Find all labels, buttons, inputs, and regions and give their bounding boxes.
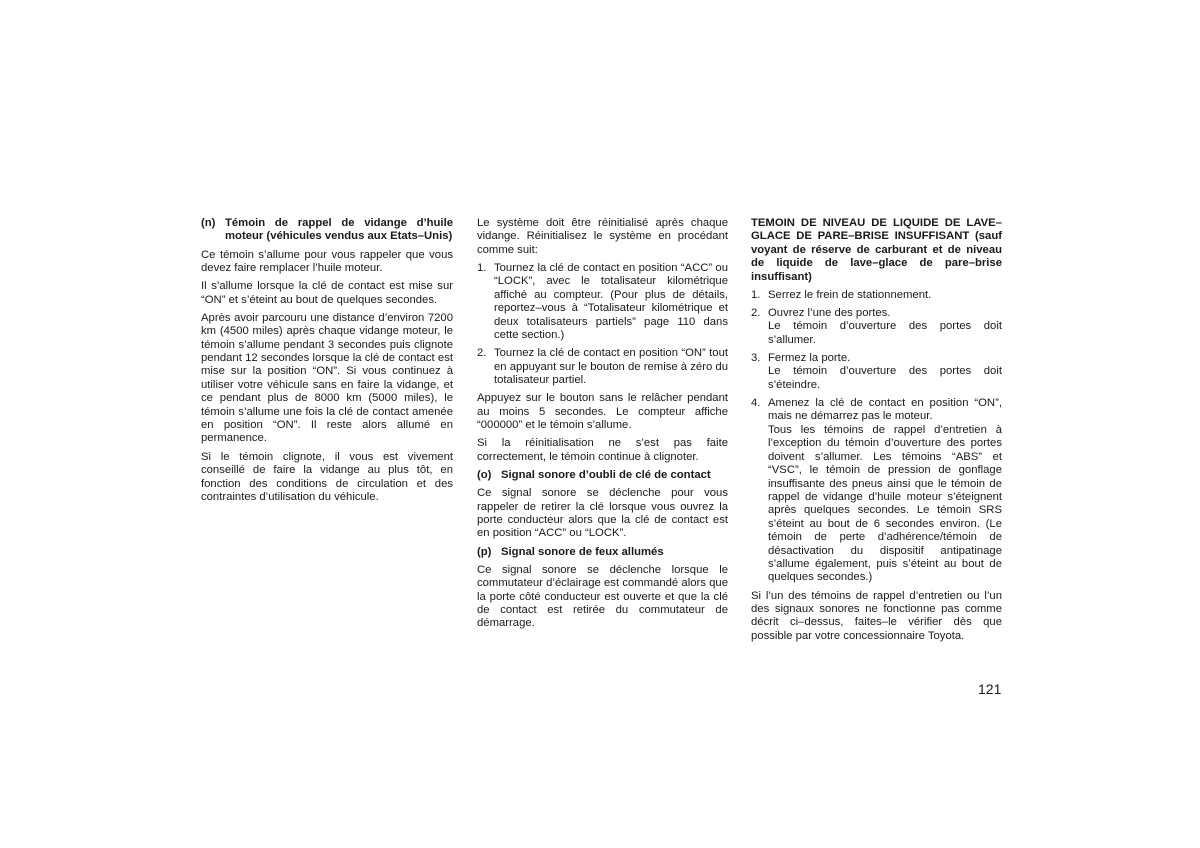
step-text <box>768 397 1002 585</box>
list-item <box>751 352 1002 392</box>
column-middle <box>477 217 728 636</box>
page-number: 121 <box>978 681 1002 697</box>
paragraph: Si la réinitialisation ne s’est pas faite correctement, le témoin continue à clignoter. <box>477 437 728 463</box>
step-number: 1. <box>477 262 487 275</box>
section-title: Signal sonore de feux allumés <box>501 545 664 558</box>
column-left <box>201 217 453 509</box>
step-text <box>768 352 1002 392</box>
list-item <box>477 262 728 342</box>
step-instruction: Fermez la porte. <box>768 352 851 365</box>
section-heading-p <box>477 546 728 559</box>
step-instruction: Amenez la clé de contact en position “ON”, mais ne démarrez pas le moteur. <box>768 397 1002 423</box>
list-item <box>477 347 728 387</box>
step-text: Tournez la clé de contact en position “ACC” ou “LOCK”, avec le totalisateur kilométrique affiché au compteur. (Pour plus de détails, reportez–vous à “Totalisateur kilométrique et deux totalisateurs partiels” page 110 dans cette section.) <box>494 262 728 342</box>
section-heading-n <box>201 217 453 244</box>
column-right <box>751 217 1002 648</box>
list-item <box>751 397 1002 585</box>
paragraph: Si le témoin clignote, il vous est vivement conseillé de faire la vidange au plus tôt, en fonction des conditions de circulation et des contraintes d’utilisation du véhicule. <box>201 450 453 503</box>
section-label: (o) <box>477 468 492 481</box>
step-text: Tournez la clé de contact en position “ON” tout en appuyant sur le bouton de remise à zéro du totalisateur partiel. <box>494 347 728 387</box>
step-instruction: Serrez le frein de stationnement. <box>768 288 932 301</box>
step-instruction: Ouvrez l’une des portes. <box>768 307 891 320</box>
paragraph: Il s’allume lorsque la clé de contact est mise sur “ON” et s’éteint au bout de quelques secondes. <box>201 280 453 306</box>
step-result: Le témoin d’ouverture des portes doit s’allumer. <box>768 320 1002 346</box>
step-result: Le témoin d’ouverture des portes doit s’éteindre. <box>768 365 1002 391</box>
paragraph: Ce signal sonore se déclenche pour vous rappeler de retirer la clé lorsque vous ouvrez la porte conducteur alors que la clé de contact est en position “ACC” ou “LOCK”. <box>477 487 728 540</box>
step-result: Tous les témoins de rappel d’entretien à l’exception du témoin d’ouverture des portes doivent s’allumer. Les témoins “ABS” et “VSC”, le témoin de pression de gonflage insuffisante des pneus ainsi que le témoin de rappel de vidange d’huile moteur s’éteignent après quelques secondes. Le témoin SRS s’éteint au bout de 6 secondes environ. (Le témoin de perte d’adhérence/témoin de désactivation du dispositif antipatinage s’allume également, puis s’éteint au bout de quelques secondes.) <box>768 423 1002 584</box>
paragraph: Si l’un des témoins de rappel d’entretien ou l’un des signaux sonores ne fonctionne pas comme décrit ci–dessus, faites–le vérifier dès que possible par votre concessionnaire Toyota. <box>751 589 1002 642</box>
section-label: (n) <box>201 217 216 229</box>
section-title: Témoin de rappel de vidange d’huile moteur (véhicules vendus aux Etats–Unis) <box>225 217 453 243</box>
step-number: 3. <box>751 352 761 365</box>
paragraph: Ce signal sonore se déclenche lorsque le commutateur d’éclairage est commandé alors que la porte côté conducteur est ouverte et que la clé de contact est retirée du commutateur de démarrage. <box>477 563 728 630</box>
paragraph: Après avoir parcouru une distance d’environ 7200 km (4500 miles) après chaque vidange moteur, le témoin s’allume pendant 3 secondes puis clignote pendant 12 secondes lorsque la clé de contact est mise sur la position “ON”. Si vous continuez à utiliser votre véhicule sans en faire la vidange, et ce pendant plus de 8000 km (5000 miles), le témoin s’allume une fois la clé de contact amenée en position “ON”. Il reste alors allumé en permanence. <box>201 311 453 445</box>
section-label: (p) <box>477 545 492 558</box>
list-item <box>751 289 1002 302</box>
paragraph: Appuyez sur le bouton sans le relâcher pendant au moins 5 secondes. Le compteur affiche “000000” et le témoin s’allume. <box>477 392 728 432</box>
section-title: Signal sonore d’oubli de clé de contact <box>501 468 711 481</box>
section-heading-o <box>477 469 728 482</box>
section-heading-washer: TEMOIN DE NIVEAU DE LIQUIDE DE LAVE–GLACE DE PARE–BRISE INSUFFISANT (sauf voyant de réserve de carburant et de niveau de liquide de lave–glace de pare–brise insuffisant) <box>751 217 1002 283</box>
step-text <box>768 289 1002 302</box>
step-number: 2. <box>751 307 761 320</box>
paragraph: Le système doit être réinitialisé après chaque vidange. Réinitialisez le système en procédant comme suit: <box>477 217 728 256</box>
list-item <box>751 307 1002 347</box>
step-number: 2. <box>477 347 487 360</box>
check-steps-list <box>751 289 1002 585</box>
step-number: 4. <box>751 397 761 410</box>
paragraph: Ce témoin s’allume pour vous rappeler que vous devez faire remplacer l’huile moteur. <box>201 248 453 275</box>
step-number: 1. <box>751 288 761 301</box>
reset-steps-list <box>477 262 728 387</box>
step-text <box>768 307 1002 347</box>
